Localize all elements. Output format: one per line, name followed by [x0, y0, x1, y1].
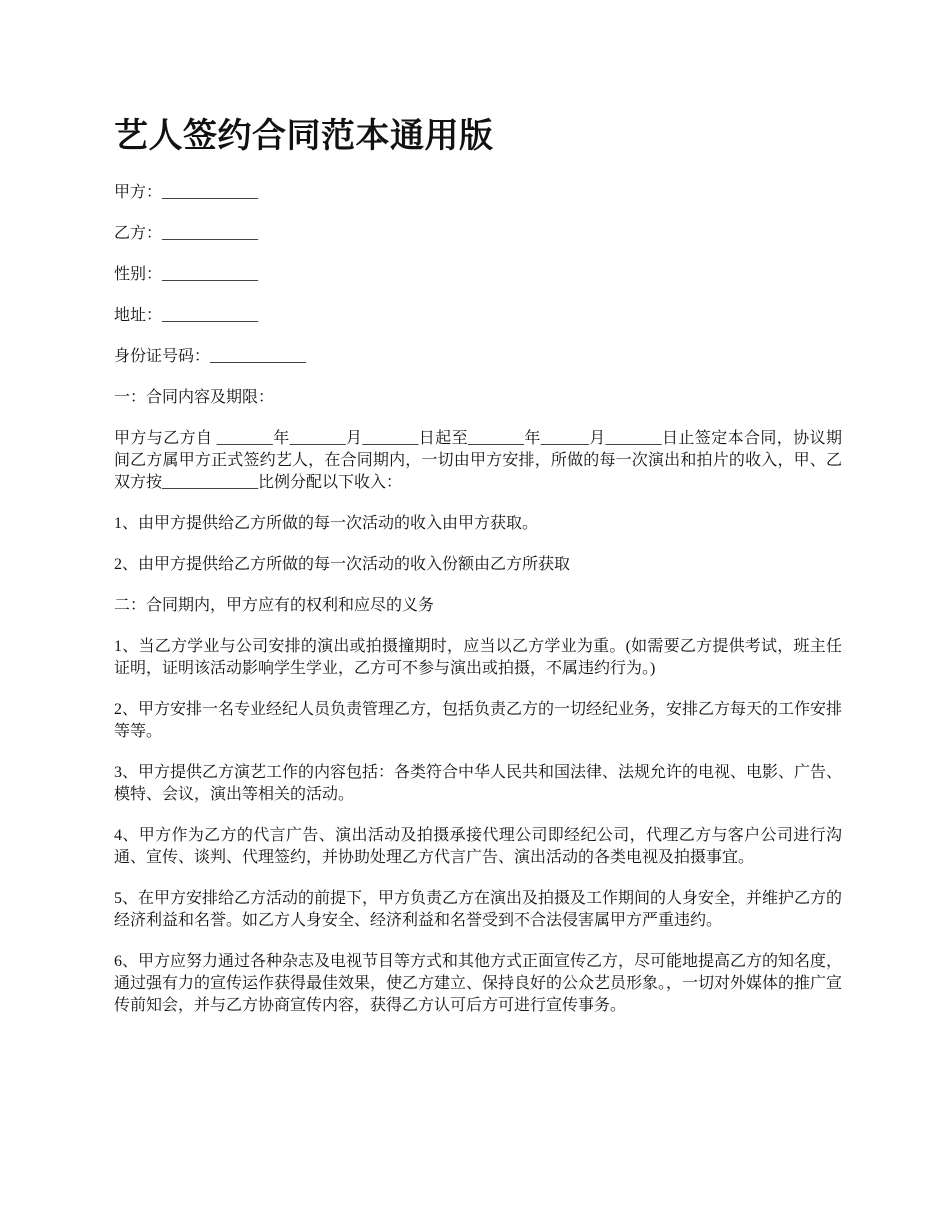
obligation-clause-2: 2、甲方安排一名专业经纪人员负责管理乙方，包括负责乙方的一切经纪业务，安排乙方每天的工作安排等等。 [114, 701, 843, 740]
gender-label: 性别：____________ [114, 266, 259, 283]
income-clause-2: 2、由甲方提供给乙方所做的每一次活动的收入份额由乙方所获取 [114, 556, 571, 573]
section-heading-1: 一：合同内容及期限： [114, 389, 275, 406]
party-b-label: 乙方：____________ [114, 225, 259, 242]
address-field [114, 305, 842, 327]
obligation-clause-5: 5、在甲方安排给乙方活动的前提下，甲方负责乙方在演出及拍摄及工作期间的人身安全，并维护乙方的经济利益和名誉。如乙方人身安全、经济利益和名誉受到不合法侵害属甲方严重违约。 [114, 890, 843, 929]
obligation-clause-4: 4、甲方作为乙方的代言广告、演出活动及拍摄承接代理公司即经纪公司，代理乙方与客户公司进行沟通、宣传、谈判、代理签约，并协助处理乙方代言广告、演出活动的各类电视及拍摄事宜。 [114, 827, 842, 866]
gender-field [114, 264, 842, 286]
address-label: 地址：____________ [114, 307, 259, 324]
contract-term-paragraph: 甲方与乙方自 _______年_______月_______日起至_______年______月_______日止签定本合同，协议期间乙方属甲方正式签约艺人，在合同期内，一切由甲方安排，所做的每一次演出和拍片的收入，甲、乙双方按____________比例分配以下收入： [114, 430, 842, 491]
income-clause-1: 1、由甲方提供给乙方所做的每一次活动的收入由甲方获取。 [114, 515, 539, 532]
obligation-clause-3: 3、甲方提供乙方演艺工作的内容包括：各类符合中华人民共和国法律、法规允许的电视、电影、广告、模特、会议，演出等相关的活动。 [114, 764, 843, 803]
section-heading-2: 二：合同期内，甲方应有的权利和应尽的义务 [114, 597, 435, 614]
party-a-label: 甲方：____________ [114, 184, 259, 201]
obligation-clause-1: 1、当乙方学业与公司安排的演出或拍摄撞期时，应当以乙方学业为重。(如需要乙方提供考试，班主任证明，证明该活动影响学生学业，乙方可不参与演出或拍摄，不属违约行为。) [114, 638, 842, 677]
id-number-field [114, 346, 842, 368]
document-title: 艺人签约合同范本通用版 [114, 116, 494, 156]
document-page [114, 110, 842, 1036]
party-a-field [114, 182, 842, 204]
party-b-field [114, 223, 842, 245]
obligation-clause-6: 6、甲方应努力通过各种杂志及电视节目等方式和其他方式正面宣传乙方，尽可能地提高乙方的知名度，通过强有力的宣传运作获得最佳效果，使乙方建立、保持良好的公众艺员形象。，一切对外媒体的推广宣传前知会，并与乙方协商宣传内容，获得乙方认可后方可进行宣传事务。 [114, 953, 843, 1014]
id-number-label: 身份证号码：____________ [114, 348, 307, 365]
